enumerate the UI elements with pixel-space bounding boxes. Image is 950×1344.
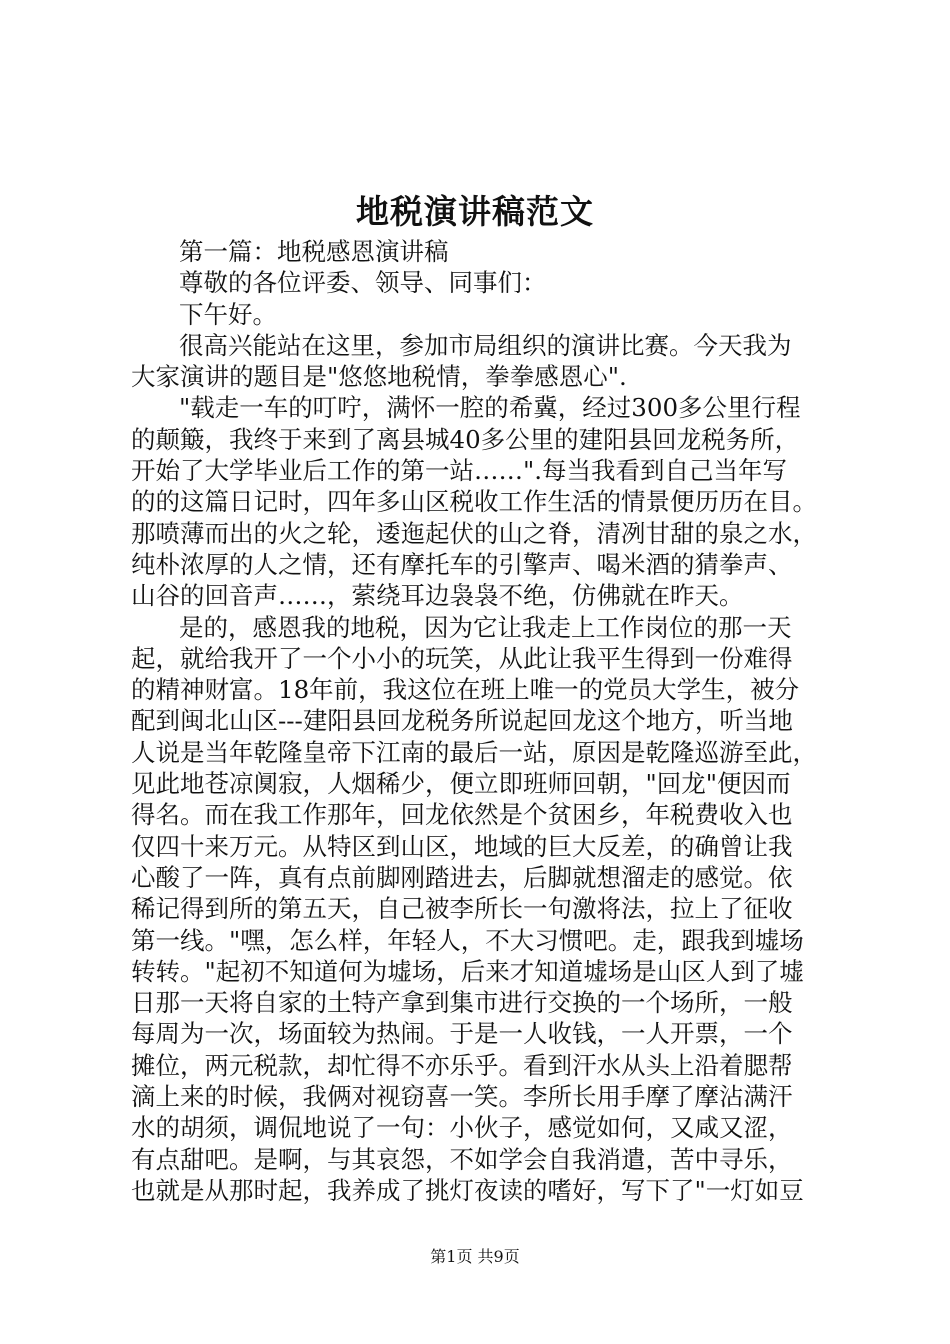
text-line: 水的胡须，调侃地说了一句：小伙子，感觉如何，又咸又涩， (131, 1113, 793, 1143)
text-line: 纯朴浓厚的人之情，还有摩托车的引擎声、喝米酒的猜拳声、 (131, 549, 793, 579)
text-line: 摊位，两元税款，却忙得不亦乐乎。看到汗水从头上沿着腮帮 (131, 1050, 793, 1080)
text-line: 滴上来的时候，我俩对视窃喜一笑。李所长用手摩了摩沾满汗 (131, 1082, 793, 1112)
text-line: 的的这篇日记时，四年多山区税收工作生活的情景便历历在目。 (131, 487, 817, 517)
text-line: 是的，感恩我的地税，因为它让我走上工作岗位的那一天 (179, 612, 792, 642)
text-line: 稀记得到所的第五天，自己被李所长一句激将法，拉上了征收 (131, 894, 793, 924)
text-line: 起，就给我开了一个小小的玩笑，从此让我平生得到一份难得 (131, 643, 793, 673)
document-title: 地税演讲稿范文 (356, 192, 594, 231)
text-line: 有点甜吧。是啊，与其哀怨，不如学会自我消遣，苦中寻乐， (131, 1144, 793, 1174)
text-line: 转转。"起初不知道何为墟场，后来才知道墟场是山区人到了墟 (131, 956, 804, 986)
text-line: 每周为一次，场面较为热闹。于是一人收钱，一人开票，一个 (131, 1019, 793, 1049)
text-line: 见此地苍凉阒寂，人烟稀少，便立即班师回朝，"回龙"便因而 (131, 769, 791, 799)
text-line: 开始了大学毕业后工作的第一站……".每当我看到自己当年写 (131, 456, 788, 486)
text-line: 下午好。 (179, 299, 277, 329)
text-line: 的颠簸，我终于来到了离县城40多公里的建阳县回龙税务所， (131, 424, 800, 454)
text-line: 很高兴能站在这里，参加市局组织的演讲比赛。今天我为 (179, 330, 792, 360)
text-line: 尊敬的各位评委、领导、同事们： (179, 268, 547, 298)
page-footer: 第1页 共9页 (430, 1247, 520, 1266)
text-line: 配到闽北山区---建阳县回龙税务所说起回龙这个地方，听当地 (131, 706, 793, 736)
text-line: 日那一天将自家的土特产拿到集市进行交换的一个场所，一般 (131, 988, 793, 1018)
text-line: 心酸了一阵，真有点前脚刚踏进去，后脚就想溜走的感觉。依 (131, 862, 793, 892)
text-line: 仅四十来万元。从特区到山区，地域的巨大反差，的确曾让我 (131, 831, 793, 861)
text-line: 得名。而在我工作那年，回龙依然是个贫困乡，年税费收入也 (131, 800, 793, 830)
text-line: 大家演讲的题目是"悠悠地税情，拳拳感恩心". (131, 362, 627, 392)
text-line: 第一篇：地税感恩演讲稿 (179, 237, 449, 266)
text-line: 也就是从那时起，我养成了挑灯夜读的嗜好，写下了"一灯如豆 (131, 1175, 804, 1205)
document-body (131, 236, 853, 1206)
text-line: 山谷的回音声……，萦绕耳边袅袅不绝，仿佛就在昨天。 (131, 581, 744, 611)
text-line: 那喷薄而出的火之轮，逶迤起伏的山之脊，清冽甘甜的泉之水， (131, 518, 817, 548)
text-line: "载走一车的叮咛，满怀一腔的希冀，经过300多公里行程 (179, 393, 801, 423)
text-line: 的精神财富。18年前，我这位在班上唯一的党员大学生，被分 (131, 675, 800, 705)
text-line: 人说是当年乾隆皇帝下江南的最后一站，原因是乾隆巡游至此， (131, 737, 817, 767)
text-line: 第一线。"嘿，怎么样，年轻人，不大习惯吧。走，跟我到墟场 (131, 925, 804, 955)
